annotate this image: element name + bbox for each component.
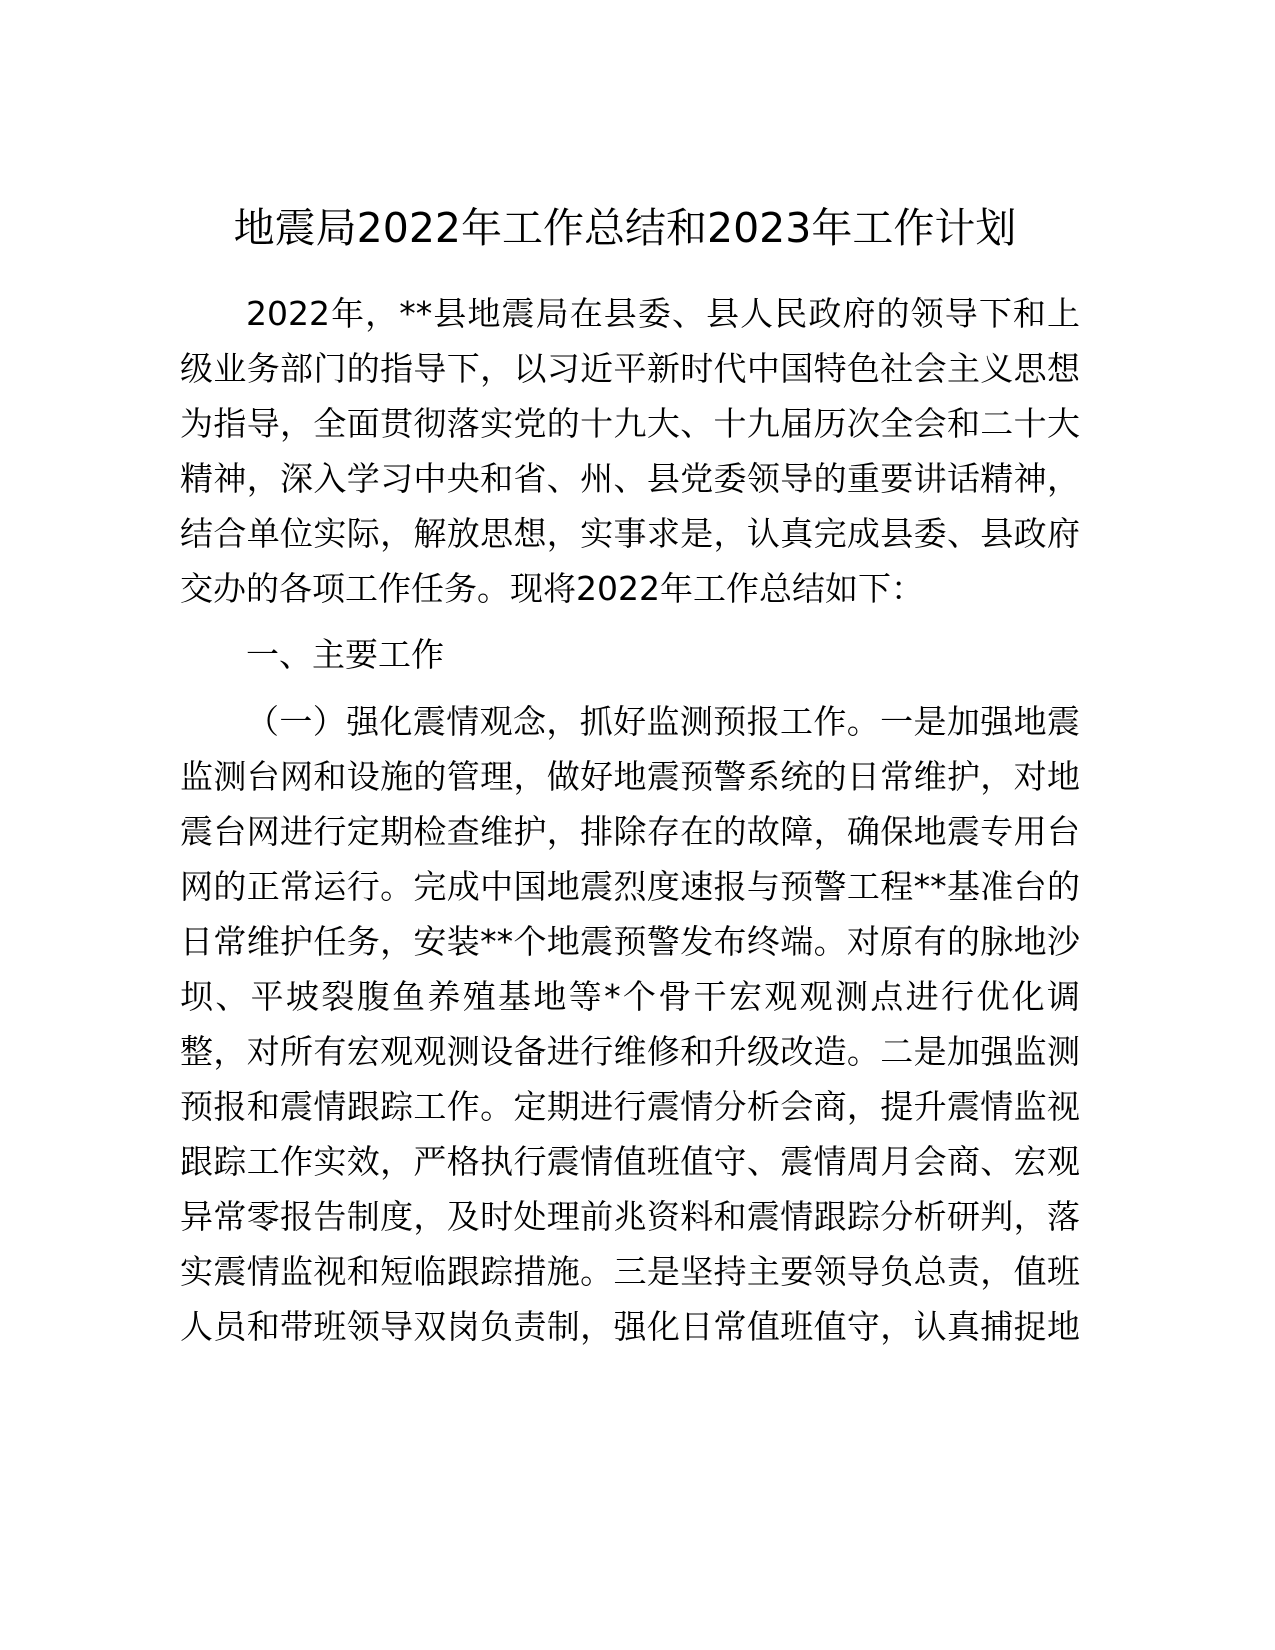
paragraph-line-18: 实震情监视和短临跟踪措施。三是坚持主要领导负总责，值班 [180, 1252, 1080, 1291]
paragraph-line-12: 日常维护任务，安装**个地震预警发布终端。对原有的脉地沙 [180, 922, 1080, 961]
paragraph-line-14: 整，对所有宏观观测设备进行维修和升级改造。二是加强监测 [180, 1032, 1080, 1071]
paragraph-line-1: 2022年，**县地震局在县委、县人民政府的领导下和上 [246, 294, 1080, 333]
paragraph-line-10: 震台网进行定期检查维护，排除存在的故障，确保地震专用台 [180, 812, 1080, 851]
section-heading: 一、主要工作 [246, 635, 444, 674]
paragraph-line-5: 结合单位实际，解放思想，实事求是，认真完成县委、县政府 [180, 514, 1080, 553]
paragraph-line-2: 级业务部门的指导下，以习近平新时代中国特色社会主义思想 [180, 349, 1080, 388]
paragraph-line-17: 异常零报告制度，及时处理前兆资料和震情跟踪分析研判，落 [180, 1197, 1080, 1236]
paragraph-line-9: 监测台网和设施的管理，做好地震预警系统的日常维护，对地 [180, 757, 1080, 796]
paragraph-line-16: 跟踪工作实效，严格执行震情值班值守、震情周月会商、宏观 [180, 1142, 1080, 1181]
document-title: 地震局2022年工作总结和2023年工作计划 [233, 204, 1017, 252]
paragraph-line-13: 坝、平坡裂腹鱼养殖基地等*个骨干宏观观测点进行优化调 [180, 977, 1080, 1016]
paragraph-line-8: （一）强化震情观念，抓好监测预报工作。一是加强地震 [246, 702, 1080, 741]
paragraph-line-4: 精神，深入学习中央和省、州、县党委领导的重要讲话精神， [180, 459, 1080, 498]
paragraph-line-11: 网的正常运行。完成中国地震烈度速报与预警工程**基准台的 [180, 867, 1080, 906]
paragraph-line-6: 交办的各项工作任务。现将2022年工作总结如下： [180, 569, 924, 608]
paragraph-line-15: 预报和震情跟踪工作。定期进行震情分析会商，提升震情监视 [180, 1087, 1080, 1126]
paragraph-line-3: 为指导，全面贯彻落实党的十九大、十九届历次全会和二十大 [180, 404, 1080, 443]
paragraph-line-19: 人员和带班领导双岗负责制，强化日常值班值守，认真捕捉地 [180, 1307, 1080, 1346]
